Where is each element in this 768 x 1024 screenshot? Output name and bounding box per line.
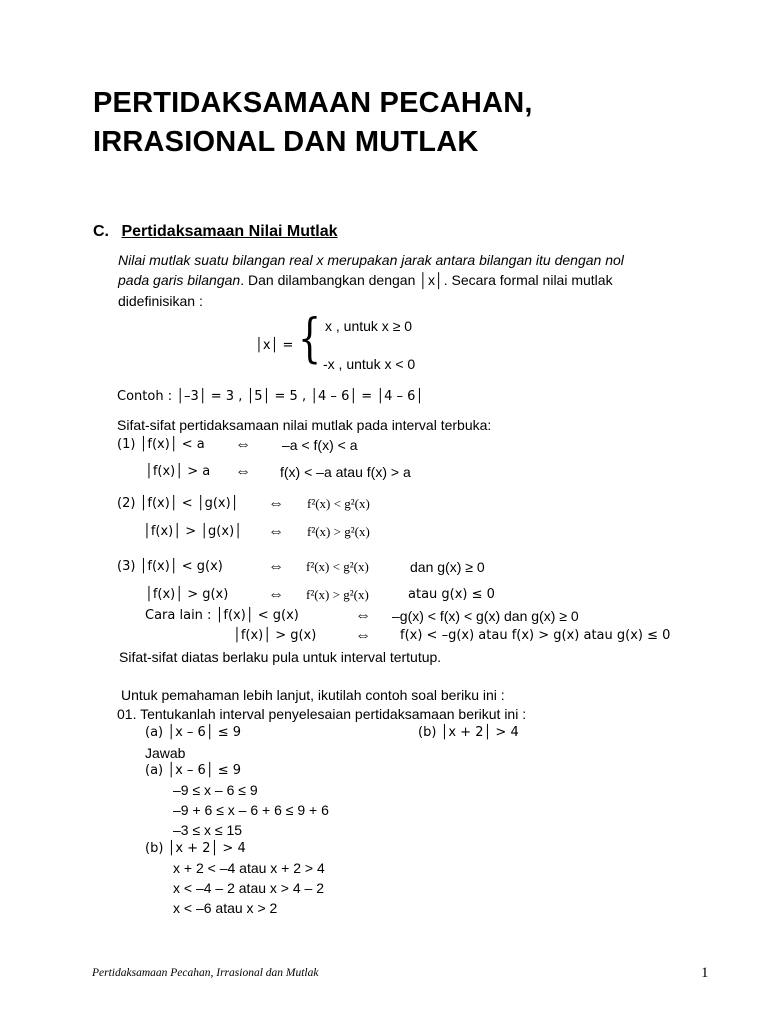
- property-1a-left: (1) │f(x)│ < a: [117, 437, 205, 452]
- answer-label: Jawab: [145, 745, 186, 761]
- intro-line2-italic: pada garis bilangan: [118, 272, 241, 288]
- question-01a: (a) │x – 6│ ≤ 9: [145, 725, 242, 740]
- footer-title: Pertidaksamaan Pecahan, Irrasional dan Mutlak: [92, 967, 319, 979]
- cara-lain2-left: │f(x)│ > g(x): [233, 628, 317, 643]
- intro-line1: Nilai mutlak suatu bilangan real x merupakan jarak antara bilangan itu dengan nol: [118, 252, 624, 268]
- section-heading: [93, 223, 338, 241]
- equivalence-icon: ⇔: [355, 627, 371, 644]
- property-1a-right: –a < f(x) < a: [282, 437, 358, 453]
- equivalence-icon: ⇔: [268, 558, 284, 575]
- sifat-heading: Sifat-sifat pertidaksamaan nilai mutlak pada interval terbuka:: [117, 417, 492, 433]
- question-01: 01. Tentukanlah interval penyelesaian pertidaksamaan berikut ini :: [117, 706, 527, 722]
- property-3b-right: f²(x) > g²(x): [306, 587, 369, 602]
- brace-icon: {: [298, 309, 322, 369]
- intro-line2-rest: . Dan dilambangkan dengan │x│. Secara formal nilai mutlak: [240, 272, 613, 288]
- answer-b-step1: x + 2 < –4 atau x + 2 > 4: [173, 860, 325, 876]
- property-2a-right: f²(x) < g²(x): [307, 496, 370, 511]
- equivalence-icon: ⇔: [268, 495, 284, 512]
- property-3b-left: │f(x)│ > g(x): [145, 587, 229, 602]
- intro-line3: didefinisikan :: [118, 293, 203, 309]
- intro-line2: [118, 272, 613, 288]
- contoh-line: Contoh : │–3│ = 3 , │5│ = 5 , │4 – 6│ = │4 – 6│: [117, 389, 424, 404]
- answer-a-step3: –3 ≤ x ≤ 15: [173, 822, 243, 838]
- property-2b-right: f²(x) > g²(x): [307, 524, 370, 539]
- section-title: Pertidaksamaan Nilai Mutlak: [121, 223, 338, 240]
- cara-lain-left: Cara lain : │f(x)│ < g(x): [145, 608, 299, 623]
- cara-lain-right: –g(x) < f(x) < g(x) dan g(x) ≥ 0: [392, 608, 579, 624]
- page-number: 1: [701, 965, 709, 981]
- equivalence-icon: ⇔: [268, 523, 284, 540]
- definition-lhs: │x│ =: [255, 338, 294, 353]
- section-label: C.: [93, 223, 109, 240]
- property-2a-left: (2) │f(x)│ < │g(x)│: [117, 496, 239, 511]
- sifat-closed-note: Sifat-sifat diatas berlaku pula untuk interval tertutup.: [119, 649, 442, 665]
- property-3b-tail: atau g(x) ≤ 0: [408, 587, 495, 602]
- examples-intro: Untuk pemahaman lebih lanjut, ikutilah contoh soal beriku ini :: [121, 687, 505, 703]
- property-1b-right: f(x) < –a atau f(x) > a: [280, 464, 411, 480]
- page-title-line1: PERTIDAKSAMAAN PECAHAN,: [93, 87, 533, 119]
- property-2b-left: │f(x)│ > │g(x)│: [143, 524, 242, 539]
- answer-a-label: (a) │x – 6│ ≤ 9: [145, 763, 242, 778]
- property-1b-left: │f(x)│ > a: [145, 464, 211, 479]
- definition-case2: -x , untuk x < 0: [323, 356, 416, 372]
- equivalence-icon: ⇔: [355, 607, 371, 624]
- equivalence-icon: ⇔: [235, 463, 251, 480]
- cara-lain2-right: f(x) < –g(x) atau f(x) > g(x) atau g(x) ≤ 0: [400, 628, 671, 643]
- property-3a-right: f²(x) < g²(x): [306, 559, 369, 574]
- answer-a-step1: –9 ≤ x – 6 ≤ 9: [173, 782, 258, 798]
- answer-b-label: (b) │x + 2│ > 4: [145, 841, 246, 856]
- question-01b: (b) │x + 2│ > 4: [418, 725, 519, 740]
- property-3a-left: (3) │f(x)│ < g(x): [117, 559, 223, 574]
- page-title-line2: IRRASIONAL DAN MUTLAK: [93, 126, 479, 158]
- answer-b-step2: x < –4 – 2 atau x > 4 – 2: [173, 880, 324, 896]
- definition-case1: x , untuk x ≥ 0: [325, 318, 413, 334]
- answer-b-step3: x < –6 atau x > 2: [173, 900, 278, 916]
- property-3a-tail: dan g(x) ≥ 0: [410, 559, 485, 575]
- equivalence-icon: ⇔: [235, 436, 251, 453]
- answer-a-step2: –9 + 6 ≤ x – 6 + 6 ≤ 9 + 6: [173, 802, 329, 818]
- equivalence-icon: ⇔: [268, 586, 284, 603]
